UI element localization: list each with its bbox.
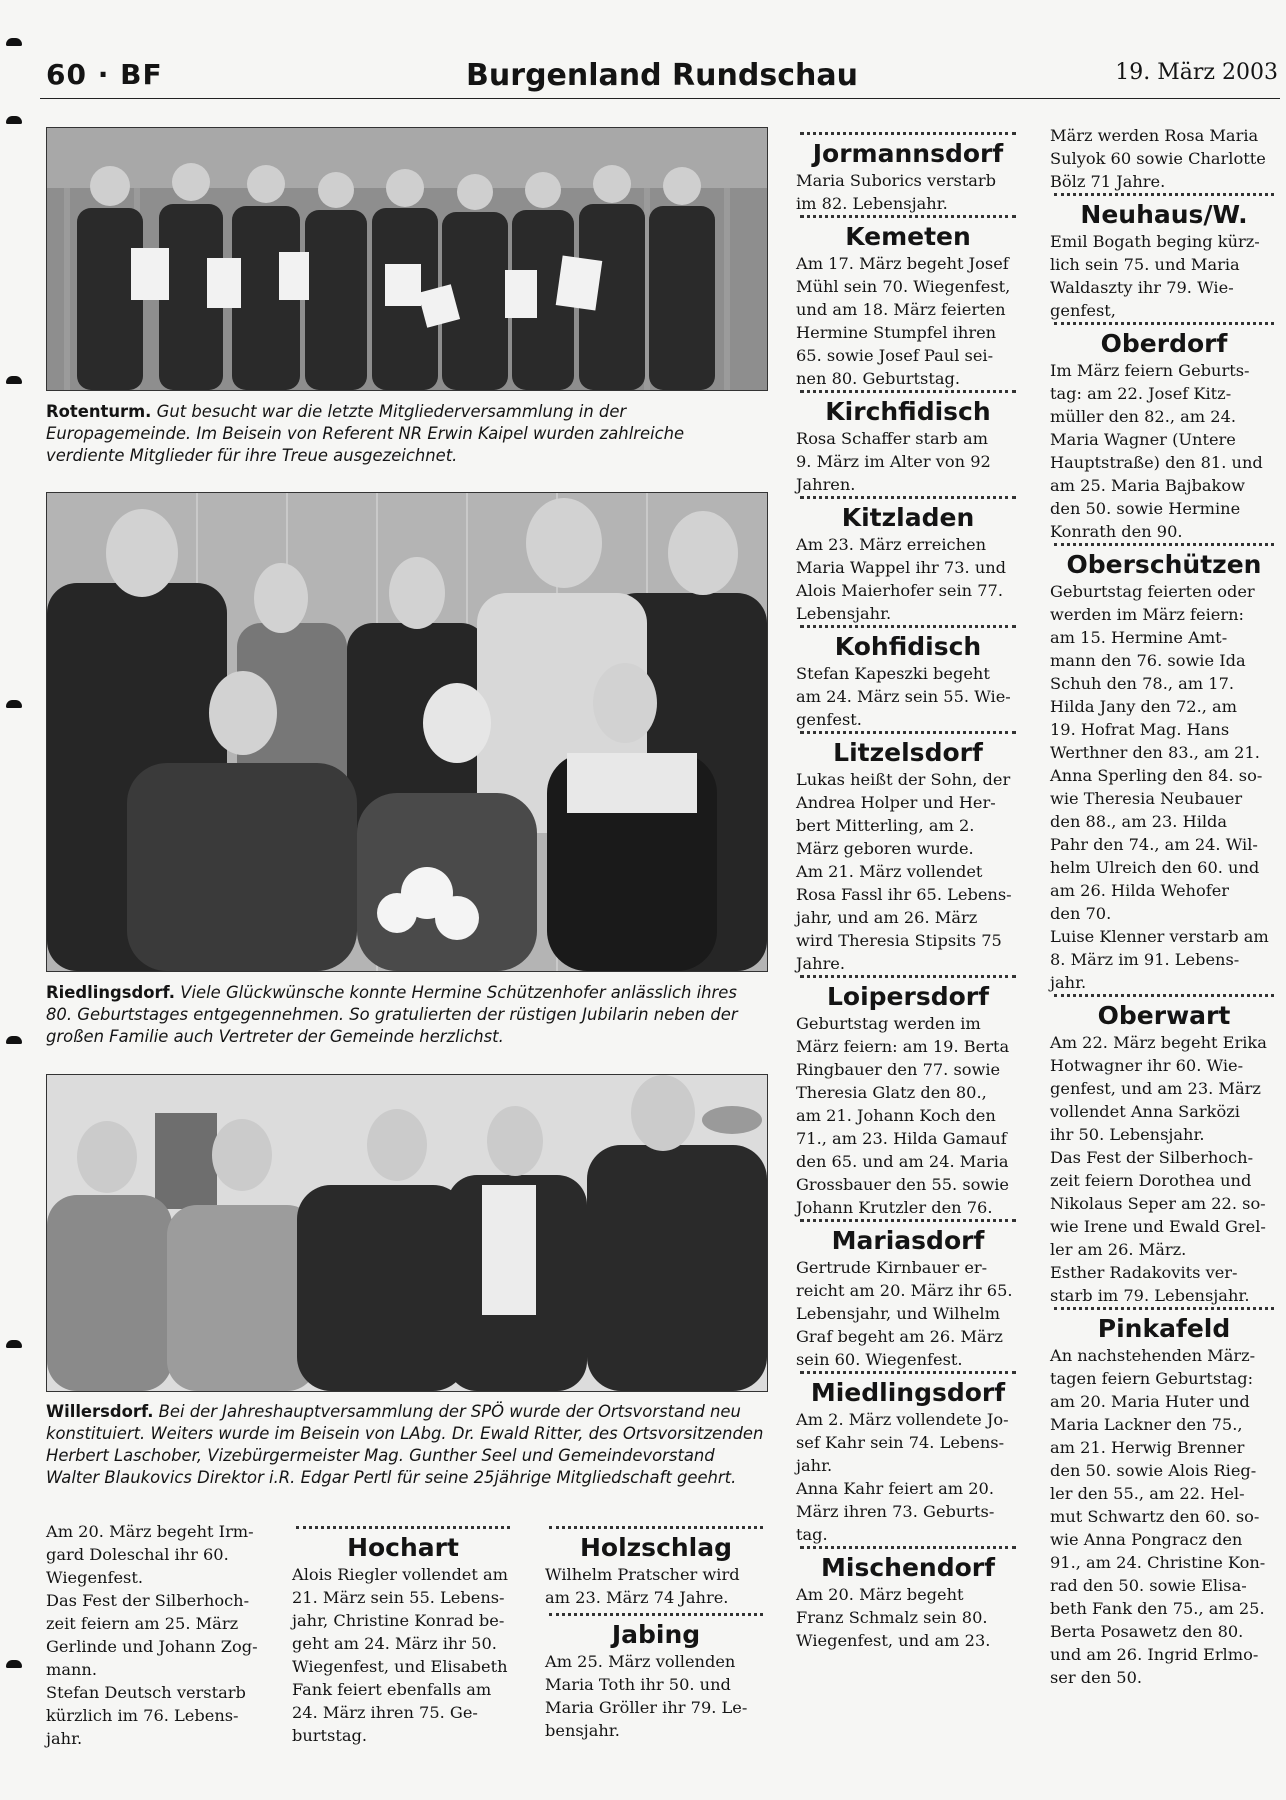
- text-line: gard Doleschal ihr 60.: [46, 1545, 229, 1564]
- dotted-divider: [1054, 1307, 1274, 1310]
- text-line: Maria Gröller ihr 79. Le-: [545, 1698, 748, 1717]
- dotted-divider: [800, 132, 1016, 135]
- text-line: am 21. Johann Koch den: [796, 1106, 996, 1125]
- text-line: Jahre.: [796, 954, 846, 973]
- section-heading: Litzelsdorf: [833, 738, 983, 767]
- photo-rotenturm: [46, 127, 768, 391]
- newspaper-title: Burgenland Rundschau: [466, 58, 858, 93]
- text-line: jahr, und am 26. März: [796, 908, 978, 927]
- text-line: 91., am 24. Christine Kon-: [1050, 1553, 1266, 1572]
- article-kohfidisch: [796, 625, 1020, 731]
- text-line: Hotwagner ihr 60. Wie-: [1050, 1056, 1244, 1075]
- text-line: Alois Maierhofer sein 77.: [796, 581, 1003, 600]
- text-line: 21. März sein 55. Lebens-: [292, 1588, 505, 1607]
- photo-riedlingsdorf: [46, 492, 768, 972]
- text-line: tag.: [796, 1525, 828, 1544]
- column-births-deaths-2: [1050, 124, 1278, 1689]
- article-kitzladen: [796, 496, 1020, 625]
- text-line: vollendet Anna Sarközi: [1050, 1102, 1240, 1121]
- section-heading: Mariasdorf: [831, 1226, 985, 1255]
- text-line: müller den 82., am 24.: [1050, 407, 1237, 426]
- text-line: An nachstehenden März-: [1050, 1346, 1256, 1365]
- section-heading: Loipersdorf: [826, 982, 989, 1011]
- caption-rotenturm: [46, 401, 766, 467]
- section-heading: Hochart: [347, 1533, 459, 1562]
- dotted-divider: [549, 1613, 763, 1616]
- text-line: Maria Toth ihr 50. und: [545, 1675, 731, 1694]
- text-line: im 82. Lebensjahr.: [796, 194, 948, 213]
- text-line: Maria Suborics verstarb: [796, 171, 997, 190]
- text-line: Im März feiern Geburts-: [1050, 361, 1250, 380]
- article-oberschützen: [1050, 543, 1278, 994]
- text-line: 24. März ihren 75. Ge-: [292, 1703, 478, 1722]
- text-line: Geburtstag feierten oder: [1050, 582, 1255, 601]
- text-line: Am 2. März vollendete Jo-: [796, 1410, 1009, 1429]
- text-line: Nikolaus Seper am 22. so-: [1050, 1194, 1266, 1213]
- text-line: Emil Bogath beging kürz-: [1050, 232, 1260, 251]
- dotted-divider: [800, 1371, 1016, 1374]
- text-line: sef Kahr sein 74. Lebens-: [796, 1433, 1005, 1452]
- text-line: tag: am 22. Josef Kitz-: [1050, 384, 1232, 403]
- text-line: Konrath den 90.: [1050, 522, 1183, 541]
- caption-willersdorf: [46, 1401, 766, 1489]
- section-heading: Jormannsdorf: [812, 139, 1004, 168]
- photo-willersdorf: [46, 1074, 768, 1392]
- article-kemeten: [796, 215, 1020, 390]
- dotted-divider: [1054, 193, 1274, 196]
- text-line: wird Theresia Stipsits 75: [796, 931, 1002, 950]
- caption-place: Rotenturm.: [46, 402, 152, 421]
- text-line: Gerlinde und Johann Zog-: [46, 1637, 258, 1656]
- text-line: wie Anna Pongracz den: [1050, 1530, 1243, 1549]
- text-line: Werthner den 83., am 21.: [1050, 743, 1260, 762]
- caption-place: Riedlingsdorf.: [46, 983, 176, 1002]
- dotted-divider: [549, 1526, 763, 1529]
- text-line: Waldaszty ihr 79. Wie-: [1050, 278, 1234, 297]
- dotted-divider: [800, 496, 1016, 499]
- text-line: Am 22. März begeht Erika: [1050, 1033, 1267, 1052]
- text-line: am 26. Hilda Wehofer: [1050, 881, 1230, 900]
- section-heading: Oberwart: [1097, 1001, 1231, 1030]
- section-heading: Kirchfidisch: [825, 397, 991, 426]
- text-line: Wiegenfest.: [46, 1568, 144, 1587]
- text-line: Schuh den 78., am 17.: [1050, 674, 1235, 693]
- text-line: am 25. Maria Bajbakow: [1050, 476, 1245, 495]
- text-line: Hermine Stumpfel ihren: [796, 323, 997, 342]
- text-line: Anna Sperling den 84. so-: [1050, 766, 1263, 785]
- text-line: ihr 50. Lebensjahr.: [1050, 1125, 1205, 1144]
- text-line: lich sein 75. und Maria: [1050, 255, 1240, 274]
- dotted-divider: [1054, 322, 1274, 325]
- text-line: März werden Rosa Maria: [1050, 126, 1259, 145]
- article-jormannsdorf: [796, 132, 1020, 215]
- text-line: mann den 76. sowie Ida: [1050, 651, 1246, 670]
- text-line: geht am 24. März ihr 50.: [292, 1634, 497, 1653]
- text-line: helm Ulreich den 60. und: [1050, 858, 1260, 877]
- text-line: genfest,: [1050, 301, 1116, 320]
- text-line: den 70.: [1050, 904, 1112, 923]
- page-header: [46, 58, 1278, 100]
- text-line: am 21. Herwig Brenner: [1050, 1438, 1245, 1457]
- caption-text: Bei der Jahreshauptversammlung der SPÖ wurde der Ortsvorstand neu konstituiert. Weiters wurde im Beisein von LAbg. Dr. Ewald Ritter, des Ortsvorsitzenden Herbert Laschober, Vizebürgermeister Mag. Gunther Seel und Gemeindevorstand Walter Blaukovics Direktor i.R. Edgar Pertl für seine 25jährige Mitgliedschaft geehrt.: [46, 1402, 764, 1487]
- dotted-divider: [800, 390, 1016, 393]
- text-line: Johann Krutzler den 76.: [796, 1198, 993, 1217]
- text-line: den 50. sowie Hermine: [1050, 499, 1241, 518]
- dotted-divider: [1054, 543, 1274, 546]
- text-line: 65. sowie Josef Paul sei-: [796, 346, 994, 365]
- text-line: jahr.: [796, 1456, 833, 1475]
- text-line: Sulyok 60 sowie Charlotte: [1050, 149, 1266, 168]
- text-line: Das Fest der Silberhoch-: [1050, 1148, 1254, 1167]
- text-line: Rosa Fassl ihr 65. Lebens-: [796, 885, 1012, 904]
- text-line: Maria Wagner (Untere: [1050, 430, 1236, 449]
- text-line: ser den 50.: [1050, 1668, 1143, 1687]
- section-heading: Holzschlag: [579, 1533, 733, 1562]
- text-line: bert Mitterling, am 2.: [796, 816, 975, 835]
- text-line: Berta Posawetz den 80.: [1050, 1622, 1244, 1641]
- text-line: März feiern: am 19. Berta: [796, 1037, 1010, 1056]
- binder-hole-mark: [6, 116, 22, 124]
- text-line: mut Schwartz den 60. so-: [1050, 1507, 1260, 1526]
- text-line: am 23. März 74 Jahre.: [545, 1588, 729, 1607]
- text-line: Stefan Deutsch verstarb: [46, 1683, 246, 1702]
- page-number: 60 · BF: [46, 58, 163, 91]
- text-line: nen 80. Geburtstag.: [796, 369, 960, 388]
- article-holzschlag-jabing: [545, 1526, 767, 1742]
- text-line: Lukas heißt der Sohn, der: [796, 770, 1011, 789]
- dotted-divider: [800, 731, 1016, 734]
- text-line: Jahren.: [796, 475, 856, 494]
- text-line: Bölz 71 Jahre.: [1050, 172, 1166, 191]
- text-line: Hauptstraße) den 81. und: [1050, 453, 1263, 472]
- article-loipersdorf: [796, 975, 1020, 1219]
- text-line: burtstag.: [292, 1726, 368, 1745]
- binder-hole-mark: [6, 38, 22, 46]
- dotted-divider: [800, 1546, 1016, 1549]
- article-mariasdorf: [796, 1219, 1020, 1371]
- text-line: Am 25. März vollenden: [545, 1652, 736, 1671]
- text-line: genfest, und am 23. März: [1050, 1079, 1261, 1098]
- article-mischendorf: [796, 1546, 1020, 1652]
- text-line: Maria Lackner den 75.,: [1050, 1415, 1243, 1434]
- binder-hole-mark: [6, 1660, 22, 1668]
- text-line: den 88., am 23. Hilda: [1050, 812, 1228, 831]
- dotted-divider: [296, 1526, 510, 1529]
- text-line: Lebensjahr.: [796, 604, 892, 623]
- text-line: jahr.: [1050, 973, 1087, 992]
- binder-hole-mark: [6, 1036, 22, 1044]
- text-line: Anna Kahr feiert am 20.: [796, 1479, 994, 1498]
- text-line: Grossbauer den 55. sowie: [796, 1175, 1009, 1194]
- text-line: Stefan Kapeszki begeht: [796, 664, 990, 683]
- text-line: Am 20. März begeht Irm-: [46, 1522, 254, 1541]
- text-line: Ringbauer den 77. sowie: [796, 1060, 1001, 1079]
- binder-hole-mark: [6, 376, 22, 384]
- section-heading: Neuhaus/W.: [1080, 200, 1248, 229]
- dotted-divider: [800, 975, 1016, 978]
- text-line: starb im 79. Lebensjahr.: [1050, 1286, 1250, 1305]
- dotted-divider: [800, 1219, 1016, 1222]
- text-line: Pahr den 74., am 24. Wil-: [1050, 835, 1258, 854]
- section-heading: Jabing: [611, 1620, 701, 1649]
- text-line: werden im März feiern:: [1050, 605, 1244, 624]
- text-line: sein 60. Wiegenfest.: [796, 1350, 963, 1369]
- text-line: Esther Radakovits ver-: [1050, 1263, 1238, 1282]
- text-line: und am 26. Ingrid Erlmo-: [1050, 1645, 1259, 1664]
- dotted-divider: [800, 215, 1016, 218]
- text-line: Am 17. März begeht Josef: [796, 254, 1009, 273]
- article-neuhaus-w: [1050, 193, 1278, 322]
- text-line: Theresia Glatz den 80.,: [796, 1083, 987, 1102]
- text-line: Rosa Schaffer starb am: [796, 429, 988, 448]
- dotted-divider: [800, 625, 1016, 628]
- text-line: ler am 26. März.: [1050, 1240, 1187, 1259]
- text-line: März geboren wurde.: [796, 839, 974, 858]
- article-pinkafeld: [1050, 1307, 1278, 1689]
- text-line: kürzlich im 76. Lebens-: [46, 1706, 239, 1725]
- text-line: genfest.: [796, 710, 862, 729]
- section-heading: Oberdorf: [1100, 329, 1228, 358]
- section-heading: Kitzladen: [841, 503, 975, 532]
- text-line: jahr.: [46, 1729, 83, 1748]
- text-line: und am 18. März feierten: [796, 300, 1006, 319]
- text-line: Das Fest der Silberhoch-: [46, 1591, 250, 1610]
- text-line: zeit feiern am 25. März: [46, 1614, 239, 1633]
- text-line: Wiegenfest, und Elisabeth: [292, 1657, 508, 1676]
- caption-place: Willersdorf.: [46, 1402, 154, 1421]
- text-line: zeit feiern Dorothea und: [1050, 1171, 1252, 1190]
- binder-hole-mark: [6, 700, 22, 708]
- text-line: am 20. Maria Huter und: [1050, 1392, 1250, 1411]
- text-line: Fank feiert ebenfalls am: [292, 1680, 492, 1699]
- text-line: Am 20. März begeht: [796, 1585, 964, 1604]
- article-miedlingsdorf: [796, 1371, 1020, 1546]
- text-line: am 24. März sein 55. Wie-: [796, 687, 1011, 706]
- issue-date: 19. März 2003: [1115, 60, 1278, 85]
- header-rule: [40, 98, 1280, 99]
- column-births-deaths-1: [796, 132, 1020, 1652]
- binder-hole-mark: [6, 1340, 22, 1348]
- text-line: ler den 55., am 22. Hel-: [1050, 1484, 1245, 1503]
- text-line: Franz Schmalz sein 80.: [796, 1608, 988, 1627]
- text-line: den 65. und am 24. Maria: [796, 1152, 1009, 1171]
- section-heading: Miedlingsdorf: [810, 1378, 1006, 1407]
- text-line: Luise Klenner verstarb am: [1050, 927, 1269, 946]
- text-line: 71., am 23. Hilda Gamauf: [796, 1129, 1007, 1148]
- text-line: wie Theresia Neubauer: [1050, 789, 1243, 808]
- text-line: rad den 50. sowie Elisa-: [1050, 1576, 1247, 1595]
- text-line: mann.: [46, 1660, 97, 1679]
- text-line: Andrea Holper und Her-: [796, 793, 996, 812]
- text-line: Wilhelm Pratscher wird: [545, 1565, 740, 1584]
- section-heading: Mischendorf: [821, 1553, 995, 1582]
- text-line: tagen feiern Geburtstag:: [1050, 1369, 1254, 1388]
- text-line: Maria Wappel ihr 73. und: [796, 558, 1007, 577]
- text-line: Wiegenfest, und am 23.: [796, 1631, 991, 1650]
- text-line: Gertrude Kirnbauer er-: [796, 1258, 988, 1277]
- text-line: reicht am 20. März ihr 65.: [796, 1281, 1013, 1300]
- text-line: bensjahr.: [545, 1721, 620, 1740]
- text-line: beth Fank den 75., am 25.: [1050, 1599, 1265, 1618]
- text-line: den 50. sowie Alois Rieg-: [1050, 1461, 1257, 1480]
- text-line: Mühl sein 70. Wiegenfest,: [796, 277, 1011, 296]
- section-heading: Kemeten: [845, 222, 971, 251]
- caption-text: Viele Glückwünsche konnte Hermine Schützenhofer anlässlich ihres 80. Geburtstages entgegennehmen. So gratulierten der rüstigen Jubilarin neben der großen Familie auch Vertreter der Gemeinde herzlichst.: [46, 983, 738, 1046]
- section-heading: Pinkafeld: [1097, 1314, 1231, 1343]
- article-kirchfidisch: [796, 390, 1020, 496]
- caption-text: Gut besucht war die letzte Mitgliederversammlung in der Europagemeinde. Im Beisein von Referent NR Erwin Kaipel wurden zahlreiche verdiente Mitglieder für ihre Treue ausgezeichnet.: [46, 402, 685, 465]
- article-litzelsdorf: [796, 731, 1020, 975]
- text-line: Geburtstag werden im: [796, 1014, 981, 1033]
- dotted-divider: [1054, 994, 1274, 997]
- text-line: 19. Hofrat Mag. Hans: [1050, 720, 1230, 739]
- text-line: am 15. Hermine Amt-: [1050, 628, 1228, 647]
- text-line: März ihren 73. Geburts-: [796, 1502, 995, 1521]
- article-oberdorf: [1050, 322, 1278, 543]
- text-line: Am 23. März erreichen: [796, 535, 987, 554]
- article-hochart: [292, 1526, 514, 1747]
- text-line: Am 21. März vollendet: [796, 862, 983, 881]
- section-heading: Kohfidisch: [834, 632, 982, 661]
- article-oberwart: [1050, 994, 1278, 1307]
- text-line: wie Irene und Ewald Grel-: [1050, 1217, 1266, 1236]
- text-line: Hilda Jany den 72., am: [1050, 697, 1238, 716]
- text-line: jahr, Christine Konrad be-: [292, 1611, 505, 1630]
- section-heading: Oberschützen: [1066, 550, 1262, 579]
- text-line: Graf begeht am 26. März: [796, 1327, 1003, 1346]
- article-willersdorf-notes: [46, 1520, 268, 1750]
- text-line: Lebensjahr, und Wilhelm: [796, 1304, 1000, 1323]
- text-line: 8. März im 91. Lebens-: [1050, 950, 1240, 969]
- caption-riedlingsdorf: [46, 982, 766, 1048]
- text-line: Alois Riegler vollendet am: [292, 1565, 509, 1584]
- text-line: 9. März im Alter von 92: [796, 452, 991, 471]
